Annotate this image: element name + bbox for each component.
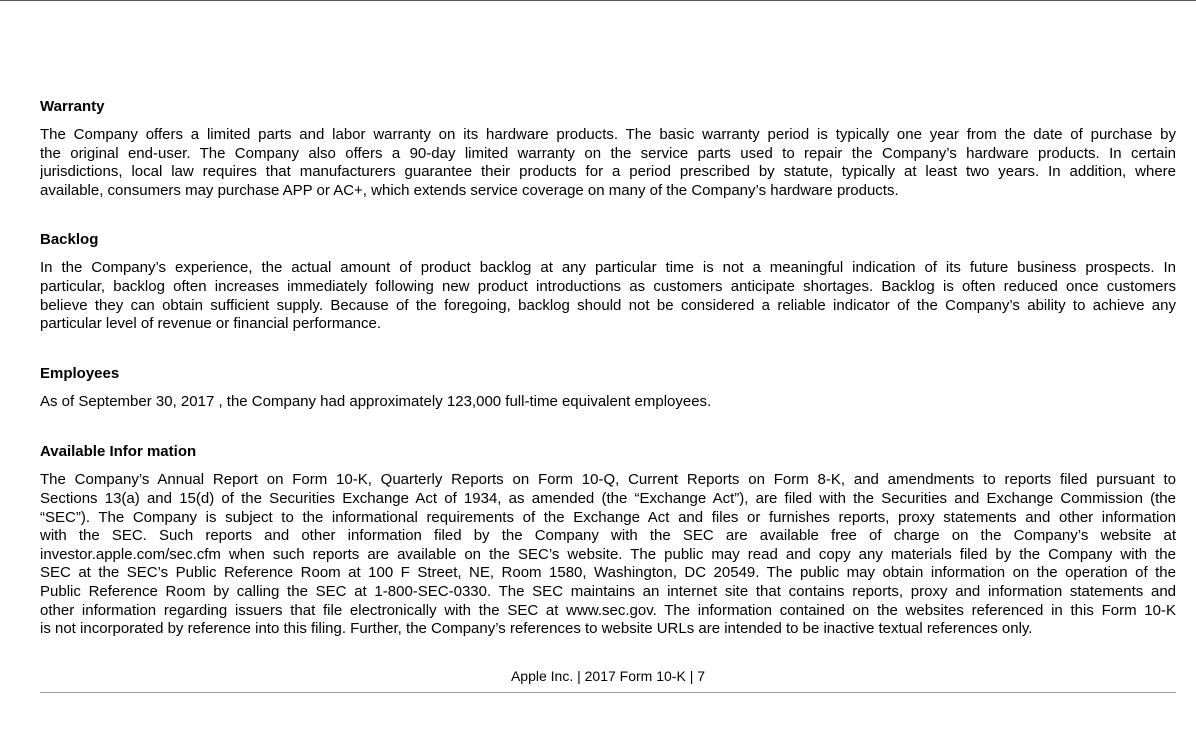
footer-divider-line	[40, 692, 1176, 693]
paragraph-line: with the SEC. Such reports and other information filed by the Company with the SEC are available free of charge on the Company’s website at	[40, 527, 1176, 545]
section-employees	[40, 365, 1176, 412]
section-paragraph-backlog	[40, 259, 1176, 333]
paragraph-line: particular level of revenue or financial performance.	[40, 315, 382, 333]
paragraph-line: The Company’s Annual Report on Form 10-K, Quarterly Reports on Form 10-Q, Current Reports on Form 8-K, and amendments to reports filed pursuant to	[40, 471, 1176, 489]
section-paragraph-employees	[40, 393, 1176, 412]
section-available-information	[40, 443, 1176, 638]
section-heading-warranty: Warranty	[40, 98, 105, 115]
section-paragraph-available-information	[40, 471, 1176, 638]
paragraph-line: jurisdictions, local law requires that manufacturers guarantee their products for a period prescribed by statute, typically at least two years. In addition, where	[40, 163, 1176, 181]
paragraph-line: investor.apple.com/sec.cfm when such reports are available on the SEC’s website. The public may read and copy any materials filed by the Company with the	[40, 545, 1176, 563]
paragraph-line: In the Company’s experience, the actual amount of product backlog at any particular time is not a meaningful indication of its future business prospects. In	[40, 259, 1176, 277]
paragraph-line: is not incorporated by reference into this filing. Further, the Company’s references to website URLs are intended to be inactive textual references only.	[40, 620, 1033, 638]
paragraph-line: the original end-user. The Company also offers a 90-day limited warranty on the service parts used to repair the Company’s hardware products. In certain	[40, 144, 1176, 162]
paragraph-line: SEC at the SEC’s Public Reference Room at 100 F Street, NE, Room 1580, Washington, DC 20549. The public may obtain information on the operation of the	[40, 564, 1176, 582]
section-paragraph-warranty	[40, 126, 1176, 200]
paragraph-line: other information regarding issuers that file electronically with the SEC at www.sec.gov. The information contained on the websites referenced in this Form 10-K	[40, 601, 1176, 619]
paragraph-line: believe they can obtain sufficient supply. Because of the foregoing, backlog should not be considered a reliable indicator of the Company’s ability to achieve any	[40, 296, 1176, 314]
paragraph-line: As of September 30, 2017 , the Company had approximately 123,000 full-time equivalent employees.	[40, 392, 712, 410]
page-footer: Apple Inc. | 2017 Form 10-K | 7	[510, 668, 706, 684]
paragraph-line: “SEC”). The Company is subject to the informational requirements of the Exchange Act and files or furnishes reports, proxy statements and other information	[40, 508, 1176, 526]
paragraph-line: Public Reference Room by calling the SEC at 1-800-SEC-0330. The SEC maintains an internet site that contains reports, proxy and information statements and	[40, 582, 1176, 600]
section-heading-backlog: Backlog	[40, 231, 99, 249]
page-content	[40, 98, 1176, 639]
section-warranty	[40, 98, 1176, 200]
top-border-line	[0, 0, 1196, 1]
section-heading-available-information: Available Infor mation	[40, 443, 197, 461]
paragraph-line: particular, backlog often increases immediately following new product introductions as customers anticipate shortages. Backlog is often reduced once customers	[40, 277, 1176, 295]
paragraph-line: The Company offers a limited parts and labor warranty on its hardware products. The basic warranty period is typically one year from the date of purchase by	[40, 126, 1176, 143]
paragraph-line: Sections 13(a) and 15(d) of the Securities Exchange Act of 1934, as amended (the “Exchange Act”), are filed with the Securities and Exchange Commission (the	[40, 489, 1176, 507]
paragraph-line: available, consumers may purchase APP or AC+, which extends service coverage on many of the Company’s hardware products.	[40, 181, 899, 199]
section-heading-employees: Employees	[40, 364, 120, 382]
section-backlog	[40, 231, 1176, 333]
